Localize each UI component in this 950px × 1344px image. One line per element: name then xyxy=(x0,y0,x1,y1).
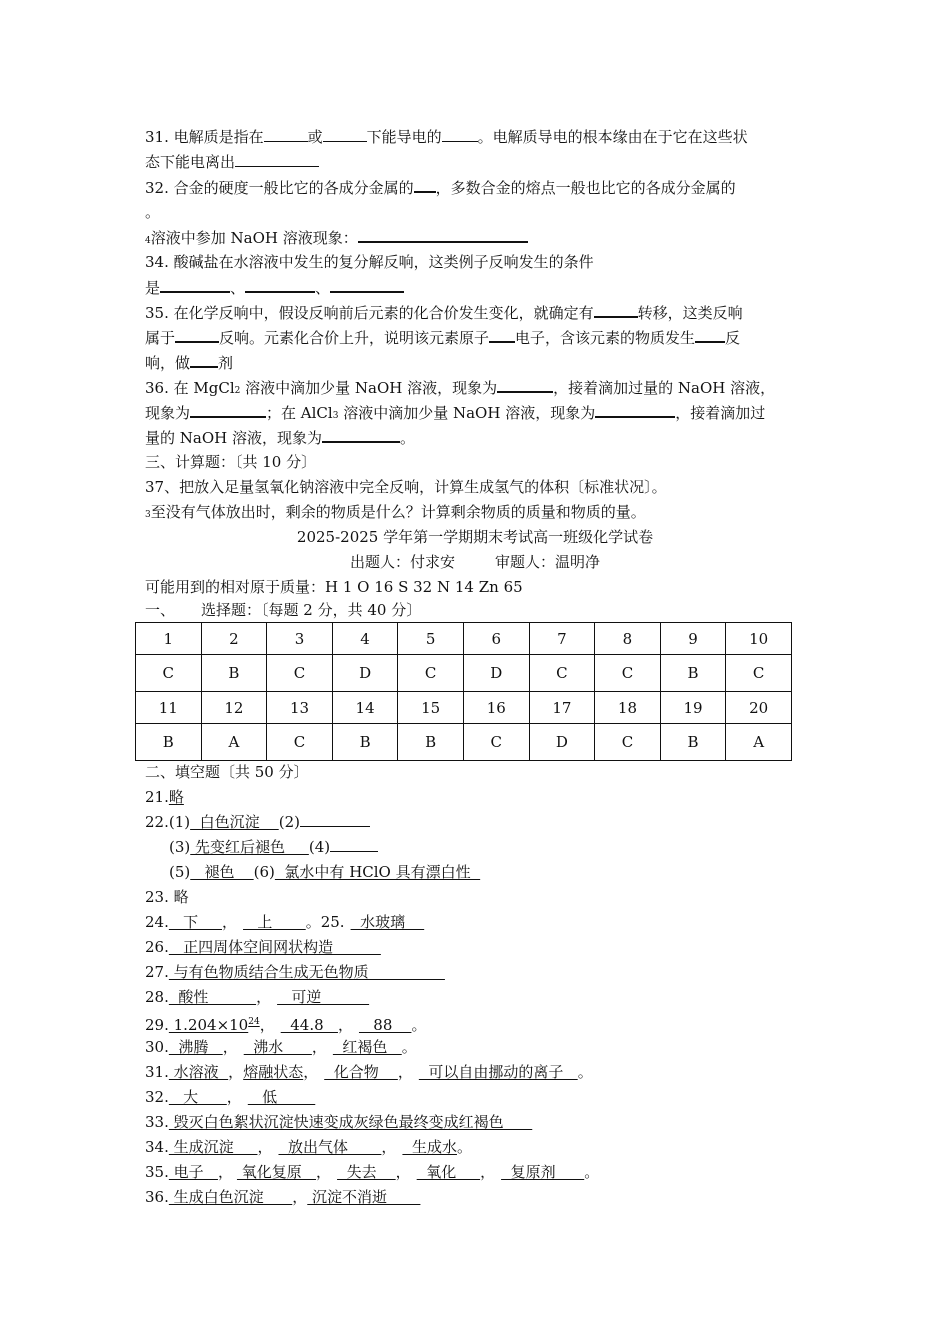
answer-31: 31. 水溶液 ，熔融状态， 化合物 ， 可以自由挪动的离子 。 xyxy=(145,1063,593,1081)
answer-35: 35. 电子 ， 氧化复原 ， 失去 ， 氧化 ， 复原剂 。 xyxy=(145,1163,600,1181)
table-row: 1 2 3 4 5 6 7 8 9 10 xyxy=(136,623,792,655)
question-31-line1: 31. 电解质是指在 或 下能导电的 。电解质导电的根本缘由在于它在这些状 xyxy=(145,128,748,146)
answer-27: 27. 与有色物质结合生成无色物质 xyxy=(145,963,445,981)
table-row: 11 12 13 14 15 16 17 18 19 20 xyxy=(136,692,792,724)
answer-22-line3: (5) 褪色 (6) 氯水中有 HClO 具有漂白性 xyxy=(169,863,481,881)
answer-28: 28. 酸性 ， 可逆 xyxy=(145,988,370,1006)
answer-24-25: 24. 下 ， 上 。25. 水玻璃 xyxy=(145,913,425,931)
answer-22-line2: (3) 先变红后褪色 (4) xyxy=(169,837,378,857)
question-35-line2: 属于 反响。元素化合价上升，说明该元素原子 电子，含该元素的物质发生 反 xyxy=(145,329,741,347)
question-36-line1: 36. 在 MgCl2 溶液中滴加少量 NaOH 溶液，现象为 ，接着滴加过量的 NaOH 溶液， xyxy=(145,379,776,397)
answer-23: 23. 略 xyxy=(145,888,189,906)
question-34-line2: 是 、 、 xyxy=(145,277,404,298)
answer-36: 36. 生成白色沉淀 ， 沉淀不消逝 xyxy=(145,1188,421,1206)
question-37: 37、把放入足量氢氧化钠溶液中完全反响，计算生成氢气的体积〔标准状况〕。 xyxy=(145,478,667,496)
answer-29: 29. $1.204\times 10^{24}$， 44.8 ， 88 。 xyxy=(145,1016,427,1034)
answer-21: 21.略 xyxy=(145,788,184,806)
answer-33: 33. 毁灭白色絮状沉淀快速变成灰绿色最终变成红褐色 xyxy=(145,1113,533,1131)
question-36-line2: 现象为 ；在 AlCl3 溶液中滴加少量 NaOH 溶液，现象为 ，接着滴加过 xyxy=(145,404,766,422)
question-33: 4溶液中参加 NaOH 溶液现象： xyxy=(145,227,528,251)
question-31-line2: 态下能电离出 xyxy=(145,152,319,172)
answer-22-line1: 22.(1) 白色沉淀 (2) xyxy=(145,812,370,832)
question-38-fragment: 3至没有气体放出时，剩余的物质是什么？计算剩余物质的质量和物质的量。 xyxy=(145,503,646,521)
answer-34: 34. 生成沉淀 ， 放出气体 ， 生成水。 xyxy=(145,1138,472,1156)
table-row: C B C D C D C C B C xyxy=(136,655,792,692)
section-3-heading: 三、计算题：〔共 10 分〕 xyxy=(145,453,317,471)
question-35-line1: 35. 在化学反响中，假设反响前后元素的化合价发生变化，就确定有 转移，这类反响 xyxy=(145,304,743,322)
choice-answers-table xyxy=(135,622,792,761)
atomic-masses: 可能用到的相对原于质量：H 1 O 16 S 32 N 14 Zn 65 xyxy=(145,578,523,596)
answer-32: 32. 大 ， 低 xyxy=(145,1088,316,1106)
question-32-line1: 32. 合金的硬度一般比它的各成分金属的 ，多数合金的熔点一般也比它的各成分金属的 xyxy=(145,179,736,197)
section-2-heading: 二、填空题〔共 50 分〕 xyxy=(145,763,309,781)
authors-line: 出题人：付求安 审题人：温明净 xyxy=(349,553,601,571)
answer-key-title: 2025-2025 学年第一学期期末考试高一班级化学试卷 xyxy=(296,528,654,546)
question-34-line1: 34. 酸碱盐在水溶液中发生的复分解反响，这类例子反响发生的条件 xyxy=(145,253,594,271)
question-36-line3: 量的 NaOH 溶液，现象为 。 xyxy=(145,429,415,447)
answer-30: 30. 沸腾 ， 沸水 ， 红褐色 。 xyxy=(145,1038,417,1056)
answer-26: 26. 正四周体空间网状构造 xyxy=(145,938,381,956)
table-row: B A C B B C D C B A xyxy=(136,724,792,761)
section-1-heading: 一、 选择题：〔每题 2 分，共 40 分〕 xyxy=(145,601,422,619)
question-32-line2: 。 xyxy=(145,203,161,221)
question-35-line3: 响，做 剂 xyxy=(145,354,234,372)
